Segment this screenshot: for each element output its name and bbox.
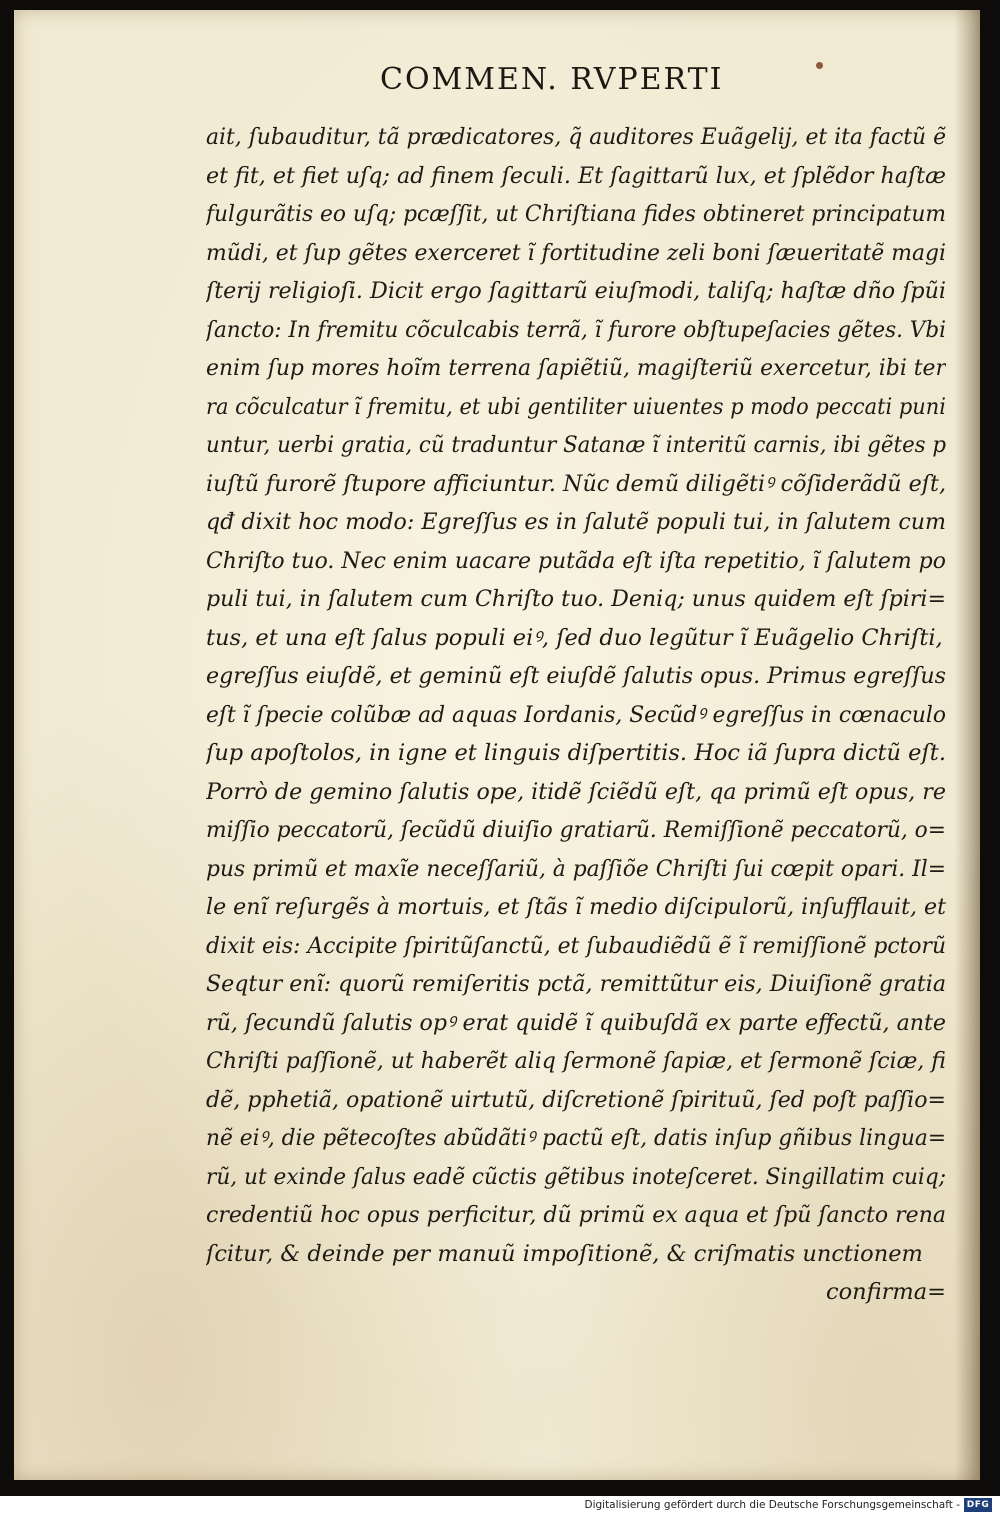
text-line: eſt ĩ ſpecie colũbæ ad aquas Iordanis, Secũdꝰ egreſſus in cœnaculo (206, 701, 946, 728)
text-line: dixit eis: Accipite ſpiritũſanctũ, et ſubaudiẽdũ ẽ ĩ remiſſionẽ pctorũ (206, 932, 946, 959)
text-line: credentiũ hoc opus perficitur, dũ primũ ex aqua et ſpũ ſancto rena (206, 1202, 946, 1228)
text-line: miſſio peccatorũ, ſecũdũ diuiſio gratiarũ. Remiſſionẽ peccatorũ, o= (206, 817, 946, 843)
text-line: untur, uerbi gratia, cũ traduntur Satanæ ĩ interitũ carnis, ibi gẽtes p (206, 432, 946, 458)
text-line: mũdi, et ſup gẽtes exerceret ĩ fortitudine zeli boni ſæueritatẽ magi (206, 239, 946, 266)
gutter-shadow (954, 10, 980, 1480)
text-line: qđ dixit hoc modo: Egreſſus es in ſalutẽ populi tui, in ſalutem cum (206, 509, 946, 535)
text-line: tus, et una eſt ſalus populi eiꝰ, ſed duo legũtur ĩ Euãgelio Chriſti, (206, 624, 943, 651)
running-head: COMMEN. RVPERTI (380, 62, 724, 97)
text-line: puli tui, in ſalutem cum Chriſto tuo. Deniq; unus quidem eſt ſpiri= (206, 586, 946, 612)
text-line: pus primũ et maxĩe neceſſariũ, à paſſiõe Chriſti ſui cœpit opari. Il= (206, 855, 946, 882)
ink-spot (816, 62, 823, 69)
text-line: nẽ eiꝰ, die pẽtecoſtes abũdãtiꝰ pactũ eſt, datis inſup gñibus lingua= (206, 1125, 946, 1151)
digitization-credit: Digitalisierung gefördert durch die Deutsche Forschungsgemeinschaft - (584, 1499, 960, 1511)
text-line: fulgurãtis eo uſq; pcæſſit, ut Chriſtiana fides obtineret principatum (206, 201, 946, 227)
text-line: Chriſti paſſionẽ, ut haberẽt aliq ſermonẽ ſapiæ, et ſermonẽ ſciæ, fi (206, 1048, 946, 1074)
text-line: ſup apoſtolos, in igne et linguis diſpertitis. Hoc iã ſupra dictũ eſt. (206, 740, 946, 766)
text-line: egreſſus eiuſdẽ, et geminũ eſt eiuſdẽ ſalutis opus. Primus egreſſus (206, 663, 946, 689)
text-line: ait, ſubauditur, tã prædicatores, q̃ auditores Euãgelij, et ita factũ ẽ (206, 124, 946, 150)
text-line: ſterij religioſi. Dicit ergo ſagittarũ eiuſmodi, taliſq; haſtæ dño ſpũi (206, 278, 946, 304)
text-line: dẽ, pphetiã, opationẽ uirtutũ, diſcretionẽ ſpirituũ, ſed poſt paſſio= (206, 1086, 946, 1113)
text-line: ra cõculcatur ĩ fremitu, et ubi gentiliter uiuentes p modo peccati puni (206, 393, 946, 420)
footer-bar (0, 1496, 1000, 1516)
text-line: Chriſto tuo. Nec enim uacare putãda eſt iſta repetitio, ĩ ſalutem po (206, 547, 946, 574)
text-line: Seqtur enĩ: quorũ remiſeritis pctã, remittũtur eis, Diuiſionẽ gratia (206, 971, 946, 997)
text-line: ſcitur, & deinde per manuũ impoſitionẽ, & criſmatis unctionem (206, 1240, 923, 1267)
dfg-logo: DFG (964, 1498, 992, 1512)
text-block (206, 118, 946, 1312)
text-line: Porrò de gemino ſalutis ope, itidẽ ſciẽdũ eſt, qa primũ eſt opus, re (206, 778, 946, 805)
text-line: rũ, ut exinde ſalus eadẽ cũctis gẽtibus inoteſceret. Singillatim cuiq; (206, 1163, 946, 1190)
text-line: ſancto: In fremitu cõculcabis terrã, ĩ furore obſtupeſacies gẽtes. Vbi (206, 316, 946, 343)
text-line: enim ſup mores hoĩm terrena ſapiẽtiũ, magiſteriũ exercetur, ibi ter (206, 355, 946, 381)
text-line: rũ, ſecundũ ſalutis opꝰ erat quidẽ ĩ quibuſdã ex parte effectũ, ante (206, 1009, 946, 1036)
text-line: le enĩ reſurgẽs à mortuis, et ſtãs ĩ medio diſcipulorũ, inſufflauit, et (206, 894, 946, 920)
text-line: iuſtũ furorẽ ſtupore afficiuntur. Nũc demũ diligẽtiꝰ cõſiderãdũ eſt, (206, 470, 946, 497)
catchword: confirma= (825, 1279, 946, 1305)
text-line: et fit, et fiet uſq; ad finem ſeculi. Et ſagittarũ lux, et ſplẽdor haſtæ (206, 162, 946, 189)
